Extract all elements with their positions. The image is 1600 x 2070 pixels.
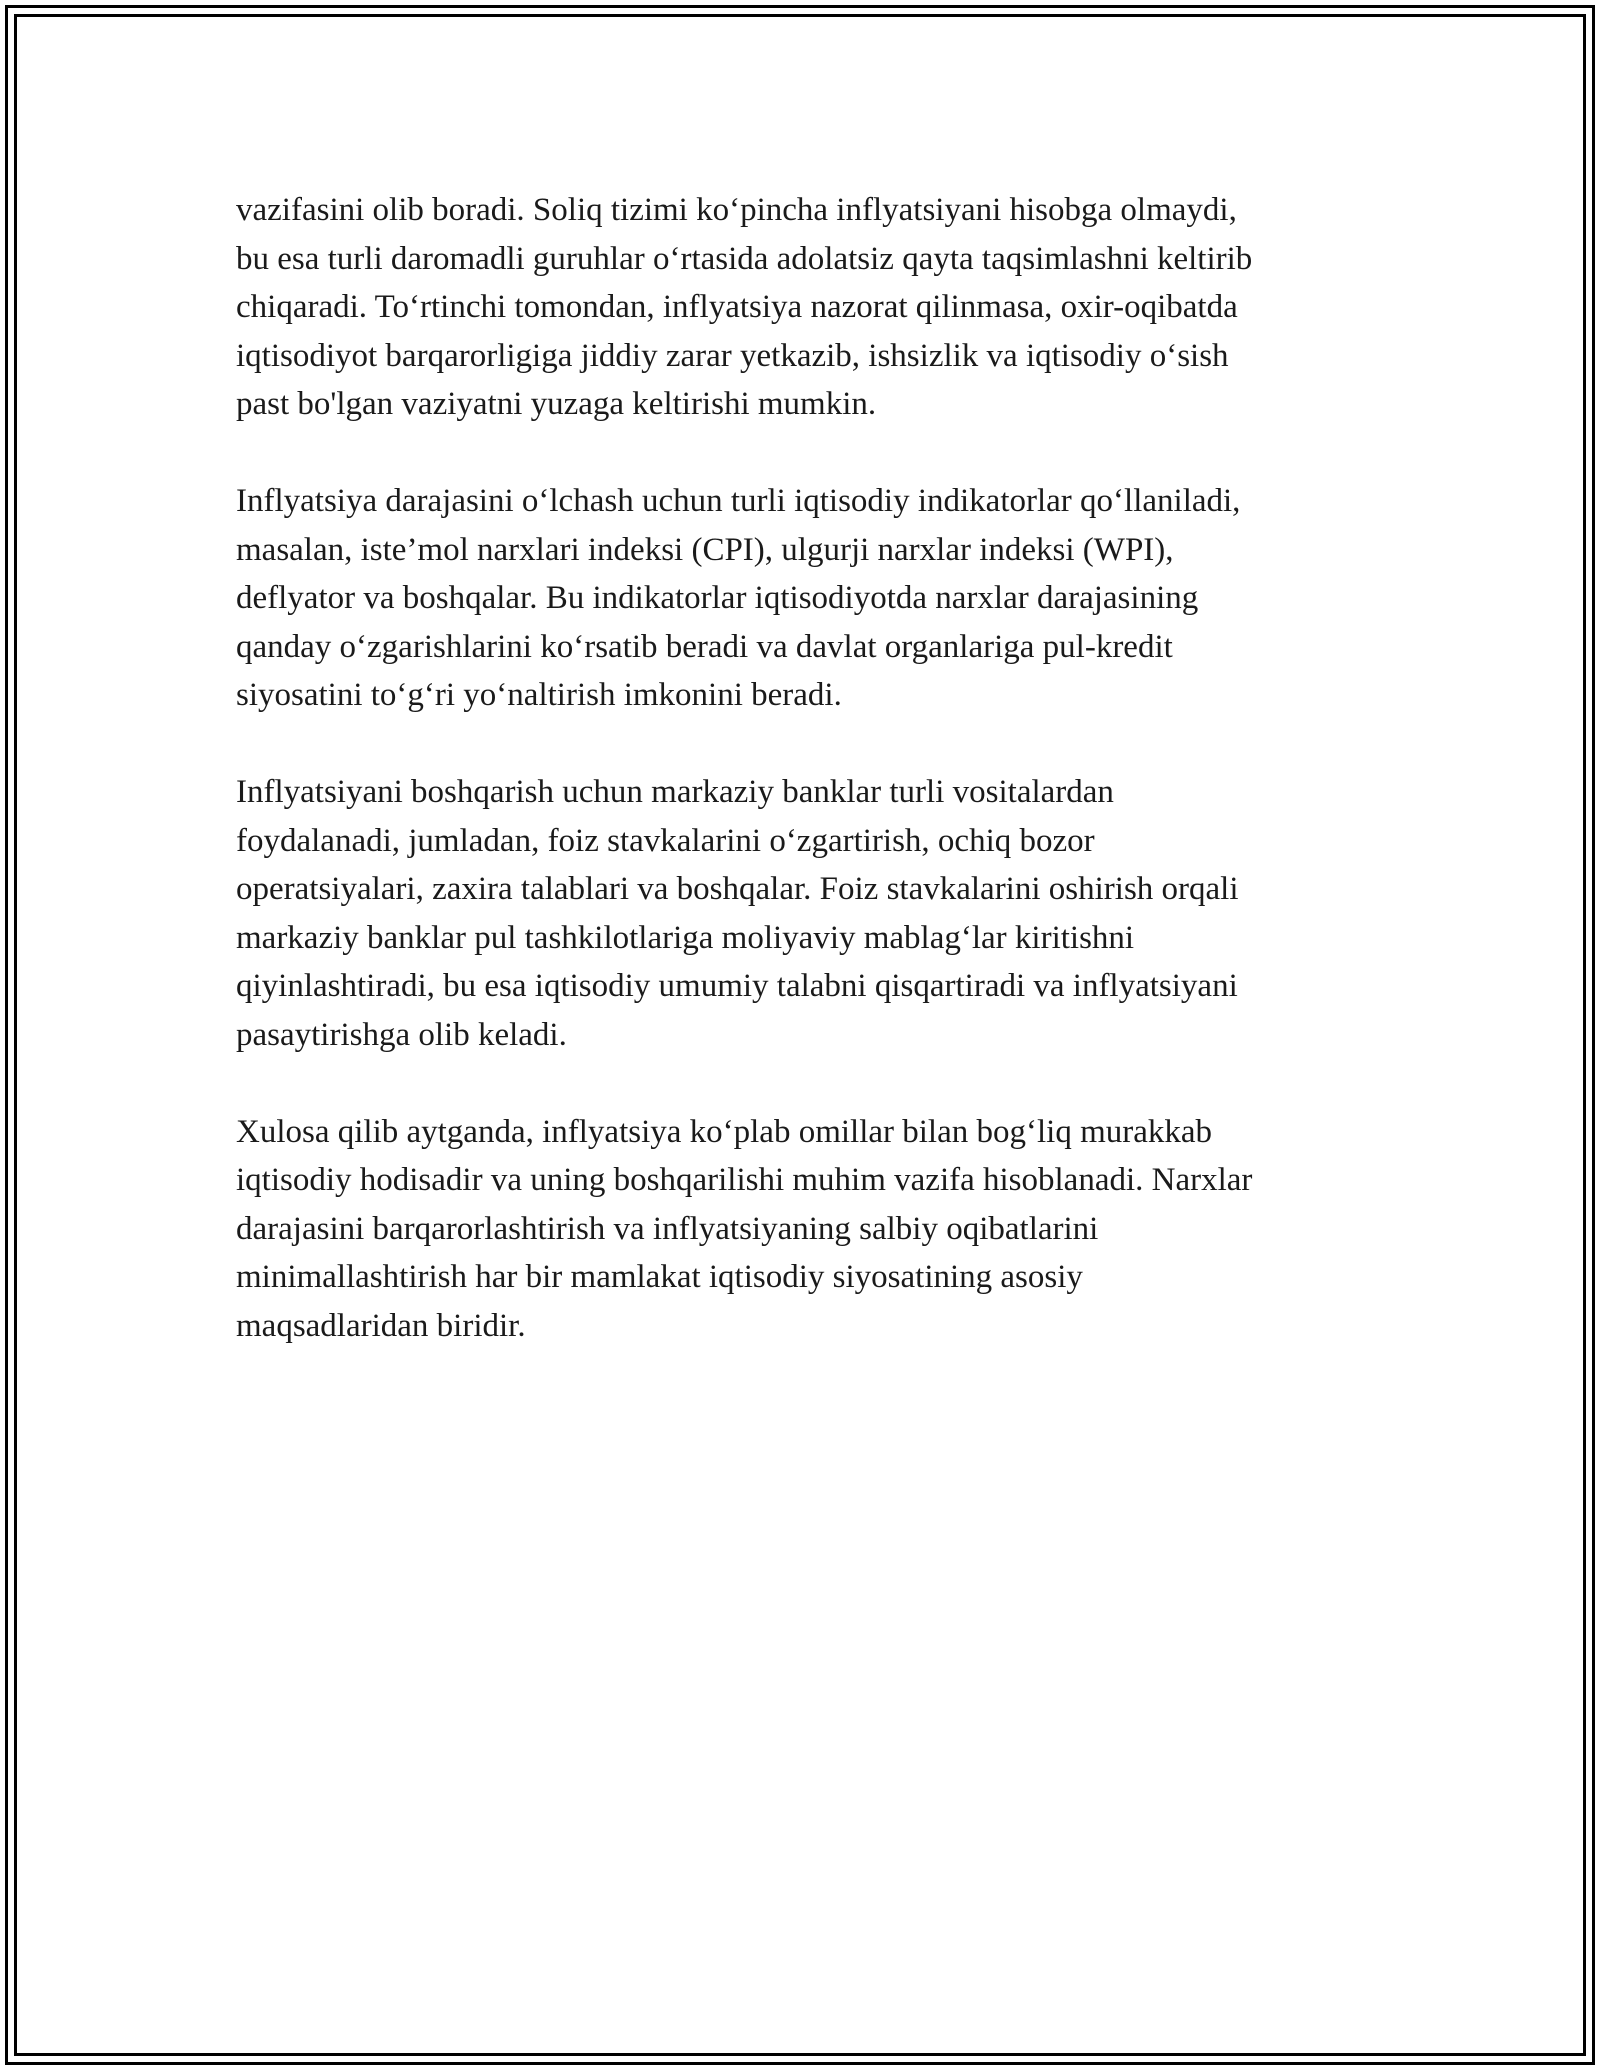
text-line: chiqaradi. To‘rtinchi tomondan, inflyatsiya nazorat qilinmasa, oxir-oqibatda — [236, 289, 1238, 325]
text-line: Inflyatsiya darajasini o‘lchash uchun turli iqtisodiy indikatorlar qo‘llaniladi, — [236, 483, 1241, 519]
text-line: iqtisodiy hodisadir va uning boshqarilishi muhim vazifa hisoblanadi. Narxlar — [236, 1162, 1253, 1198]
text-line: darajasini barqarorlashtirish va inflyatsiyaning salbiy oqibatlarini — [236, 1210, 1099, 1247]
paragraph-conclusion — [236, 1108, 1376, 1351]
text-line: operatsiyalari, zaxira talablari va boshqalar. Foiz stavkalarini oshirish orqali — [236, 871, 1239, 907]
paragraph-central-banks — [236, 768, 1376, 1059]
paragraph-inflation-measurement — [236, 477, 1376, 720]
text-line: vazifasini olib boradi. Soliq tizimi ko‘pincha inflyatsiyani hisobga olmaydi, — [236, 192, 1237, 228]
text-line: markaziy banklar pul tashkilotlariga moliyaviy mablag‘lar kiritishni — [236, 919, 1135, 956]
text-line: pasaytirishga olib keladi. — [236, 1016, 567, 1053]
text-line: bu esa turli daromadli guruhlar o‘rtasida adolatsiz qayta taqsimlashni keltirib — [236, 240, 1253, 277]
text-line: foydalanadi, jumladan, foiz stavkalarini o‘zgartirish, ochiq bozor — [236, 822, 1095, 859]
text-line: past bo'lgan vaziyatni yuzaga keltirishi mumkin. — [236, 386, 877, 422]
text-line: Xulosa qilib aytganda, inflyatsiya ko‘plab omillar bilan bog‘liq murakkab — [236, 1113, 1213, 1150]
text-line: qanday o‘zgarishlarini ko‘rsatib beradi va davlat organlariga pul-kredit — [236, 628, 1173, 665]
text-line: masalan, iste’mol narxlari indeksi (CPI), ulgurji narxlar indeksi (WPI), — [236, 531, 1174, 568]
text-line: iqtisodiyot barqarorligiga jiddiy zarar yetkazib, ishsizlik va iqtisodiy o‘sish — [236, 337, 1229, 374]
text-line: qiyinlashtiradi, bu esa iqtisodiy umumiy talabni qisqartiradi va inflyatsiyani — [236, 968, 1238, 1004]
text-line: maqsadlaridan biridir. — [236, 1307, 526, 1344]
paragraph-tax-system — [236, 186, 1376, 429]
document-body — [236, 186, 1376, 1399]
text-line: deflyator va boshqalar. Bu indikatorlar iqtisodiyotda narxlar darajasining — [236, 580, 1199, 616]
text-line: Inflyatsiyani boshqarish uchun markaziy banklar turli vositalardan — [236, 774, 1114, 810]
text-line: siyosatini to‘g‘ri yo‘naltirish imkonini beradi. — [236, 677, 842, 713]
text-line: minimallashtirish har bir mamlakat iqtisodiy siyosatining asosiy — [236, 1259, 1083, 1295]
